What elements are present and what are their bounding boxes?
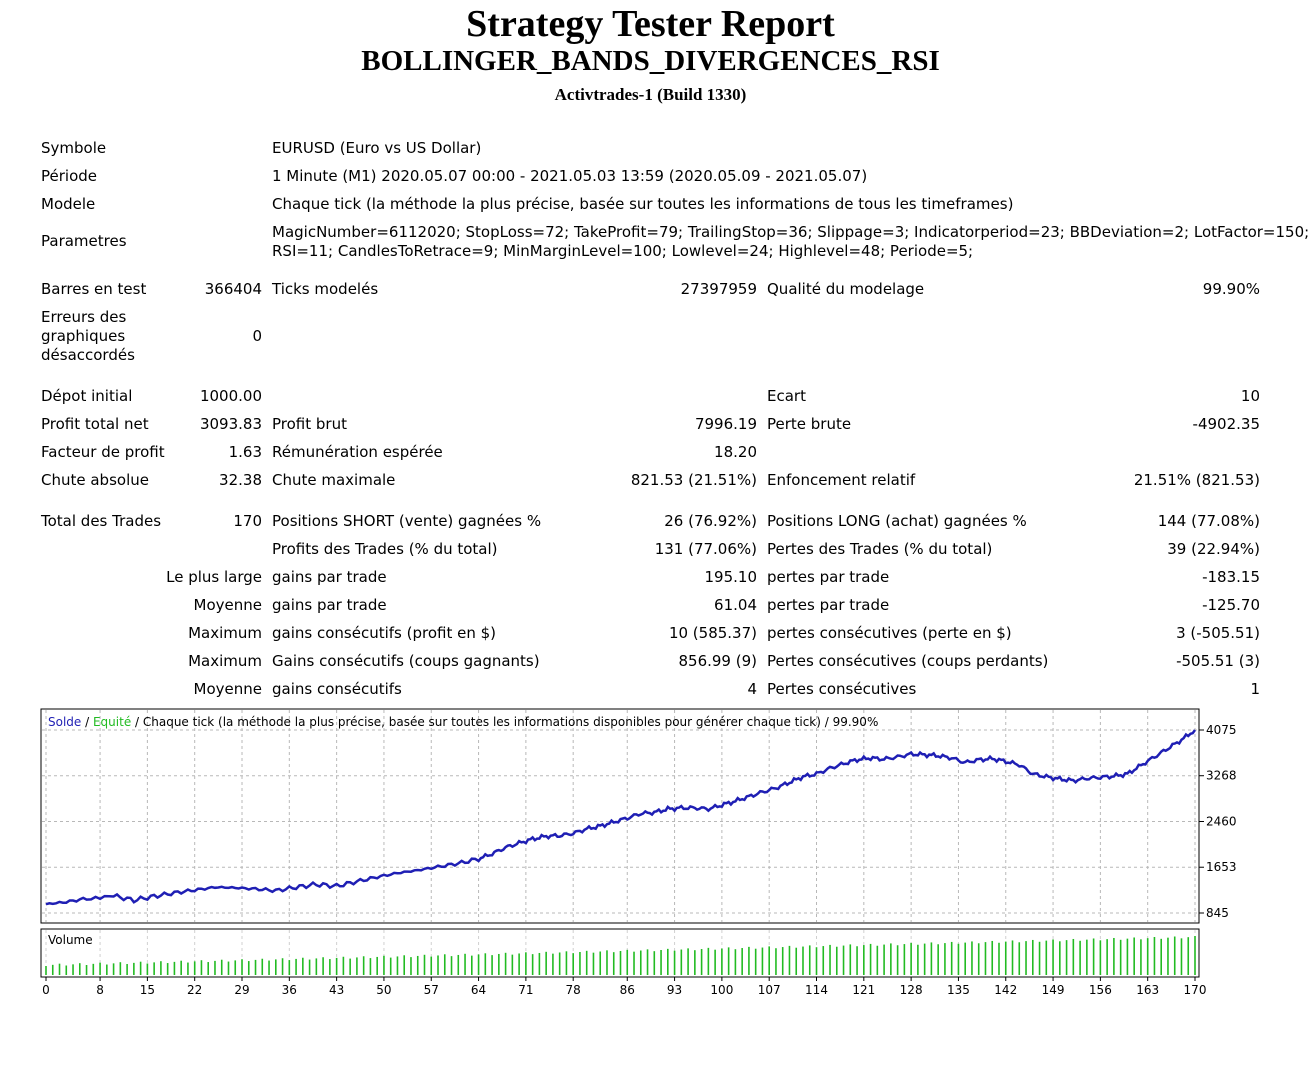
max-consec-losses-value: 3 (-505.51)	[1176, 624, 1260, 642]
loss-trades-value: 39 (22.94%)	[1167, 540, 1260, 558]
errors-value: 0	[252, 327, 262, 345]
ticks-value: 27397959	[680, 280, 757, 298]
x-tick-label: 93	[666, 983, 683, 997]
x-tick-label: 71	[518, 983, 534, 997]
bars-value: 366404	[204, 280, 262, 298]
avg-loss-value: -125.70	[1202, 596, 1260, 614]
max-consec-wins-value: 10 (585.37)	[668, 624, 757, 642]
y-tick-label: 845	[1206, 906, 1229, 920]
gross-loss-value: -4902.35	[1192, 415, 1260, 433]
total-trades-label: Total des Trades	[41, 512, 162, 530]
avg-gain-value: 61.04	[714, 596, 757, 614]
rel-drawdown-label: Enfoncement relatif	[767, 471, 916, 489]
report-title: Strategy Tester Report	[466, 3, 835, 45]
balance-plot-area	[41, 709, 1199, 923]
params-line-2: RSI=11; CandlesToRetrace=9; MinMarginLevel=100; Lowlevel=24; Highlevel=48; Periode=5;	[272, 242, 974, 260]
period-value: 1 Minute (M1) 2020.05.07 00:00 - 2021.05.03 13:59 (2020.05.09 - 2021.05.07)	[272, 167, 868, 185]
x-tick-label: 8	[96, 983, 104, 997]
max-consec-losses-label: pertes consécutives (perte en $)	[767, 624, 1012, 642]
model-value: Chaque tick (la méthode la plus précise, basée sur toutes les informations de tous les timeframes)	[272, 195, 1014, 213]
period-label: Période	[41, 167, 98, 185]
max-consec-profit-label: Gains consécutifs (coups gagnants)	[272, 652, 540, 670]
x-tick-label: 43	[328, 983, 345, 997]
errors-label: Erreurs des graphiques désaccordés	[41, 308, 135, 364]
y-axis	[1199, 723, 1237, 920]
total-trades-value: 170	[233, 512, 262, 530]
legend-separator: /	[81, 715, 93, 729]
spread-label: Ecart	[767, 387, 806, 405]
max-consec-loss-label: Pertes consécutives (coups perdants)	[767, 652, 1049, 670]
x-tick-label: 36	[281, 983, 297, 997]
avg-loss-label: pertes par trade	[767, 596, 890, 614]
profit-factor-value: 1.63	[228, 443, 262, 461]
loss-trades-label: Pertes des Trades (% du total)	[767, 540, 993, 558]
y-tick-label: 1653	[1206, 860, 1237, 875]
average-prefix: Moyenne	[193, 596, 262, 614]
payoff-value: 18.20	[714, 443, 757, 461]
x-axis	[42, 977, 1206, 997]
deposit-label: Dépot initial	[41, 387, 133, 405]
net-profit-label: Profit total net	[41, 415, 149, 433]
abs-drawdown-value: 32.38	[219, 471, 262, 489]
max-consec-profit-value: 856.99 (9)	[678, 652, 757, 670]
largest-loss-label: pertes par trade	[767, 568, 890, 586]
x-tick-label: 15	[139, 983, 156, 997]
rel-drawdown-value: 21.51% (821.53)	[1133, 471, 1260, 489]
x-tick-label: 0	[42, 983, 50, 997]
params-label: Parametres	[41, 232, 127, 250]
x-tick-label: 163	[1136, 983, 1160, 997]
max-consec-wins-label: gains consécutifs (profit en $)	[272, 624, 496, 642]
largest-gain-value: 195.10	[704, 568, 757, 586]
avg-consec-wins-value: 4	[747, 680, 757, 698]
x-tick-label: 114	[805, 983, 828, 997]
long-won-value: 144 (77.08%)	[1157, 512, 1260, 530]
x-tick-label: 86	[619, 983, 635, 997]
expert-name: BOLLINGER_BANDS_DIVERGENCES_RSI	[361, 45, 940, 77]
gross-loss-label: Perte brute	[767, 415, 852, 433]
chart-legend	[48, 715, 878, 729]
x-tick-label: 78	[565, 983, 581, 997]
x-tick-label: 29	[234, 983, 250, 997]
max-drawdown-value: 821.53 (21.51%)	[630, 471, 757, 489]
gross-profit-value: 7996.19	[694, 415, 757, 433]
avg-gain-label: gains par trade	[272, 596, 387, 614]
deposit-value: 1000.00	[199, 387, 262, 405]
average-prefix-2: Moyenne	[193, 680, 262, 698]
gross-profit-label: Profit brut	[272, 415, 347, 433]
profit-trades-label: Profits des Trades (% du total)	[272, 540, 498, 558]
x-tick-label: 100	[710, 983, 734, 997]
x-tick-label: 57	[423, 983, 439, 997]
spread-value: 10	[1240, 387, 1260, 405]
x-tick-label: 170	[1183, 983, 1207, 997]
maximum-prefix-2: Maximum	[188, 652, 262, 670]
legend-equity: Equité	[92, 715, 132, 729]
short-won-label: Positions SHORT (vente) gagnées %	[272, 512, 542, 530]
largest-loss-value: -183.15	[1202, 568, 1260, 586]
long-won-label: Positions LONG (achat) gagnées %	[767, 512, 1027, 530]
y-tick-label: 4075	[1206, 723, 1237, 737]
avg-consec-wins-label: gains consécutifs	[272, 680, 402, 698]
avg-consec-losses-value: 1	[1250, 680, 1260, 698]
params-line-1: MagicNumber=6112020; StopLoss=72; TakeProfit=79; TrailingStop=36; Slippage=3; Indicatorperiod=23; BBDeviation=2; LotFactor=150;	[272, 223, 1310, 241]
net-profit-value: 3093.83	[199, 415, 262, 433]
short-won-value: 26 (76.92%)	[664, 512, 757, 530]
symbol-value: EURUSD (Euro vs US Dollar)	[272, 139, 482, 157]
x-tick-label: 121	[852, 983, 876, 997]
profit-trades-value: 131 (77.06%)	[654, 540, 757, 558]
symbol-label: Symbole	[41, 139, 107, 157]
x-tick-label: 22	[187, 983, 203, 997]
y-tick-label: 2460	[1206, 814, 1237, 829]
avg-consec-losses-label: Pertes consécutives	[767, 680, 917, 698]
largest-prefix: Le plus large	[166, 568, 262, 586]
model-label: Modele	[41, 195, 96, 213]
maximum-prefix-1: Maximum	[188, 624, 262, 642]
largest-gain-label: gains par trade	[272, 568, 387, 586]
ticks-label: Ticks modelés	[272, 280, 379, 298]
x-tick-label: 149	[1041, 983, 1065, 997]
x-tick-label: 135	[946, 983, 970, 997]
max-consec-loss-value: -505.51 (3)	[1176, 652, 1260, 670]
volume-label: Volume	[48, 933, 93, 947]
x-tick-label: 107	[757, 983, 781, 997]
max-drawdown-label: Chute maximale	[272, 471, 396, 489]
profit-factor-label: Facteur de profit	[41, 443, 165, 461]
abs-drawdown-label: Chute absolue	[41, 471, 149, 489]
x-tick-label: 142	[994, 983, 1018, 997]
legend-balance: Solde	[48, 715, 82, 729]
legend-description: / Chaque tick (la méthode la plus précise, basée sur toutes les informations disponibles pour générer chaque tick) / 99.90%	[131, 715, 879, 729]
bars-label: Barres en test	[41, 280, 147, 298]
quality-label: Qualité du modelage	[767, 280, 925, 298]
x-tick-label: 156	[1088, 983, 1112, 997]
x-tick-label: 128	[899, 983, 923, 997]
y-tick-label: 3268	[1206, 768, 1237, 783]
x-tick-label: 64	[470, 983, 487, 997]
server-build: Activtrades-1 (Build 1330)	[554, 85, 747, 104]
payoff-label: Rémunération espérée	[272, 443, 443, 461]
quality-value: 99.90%	[1202, 280, 1260, 298]
x-tick-label: 50	[376, 983, 392, 997]
